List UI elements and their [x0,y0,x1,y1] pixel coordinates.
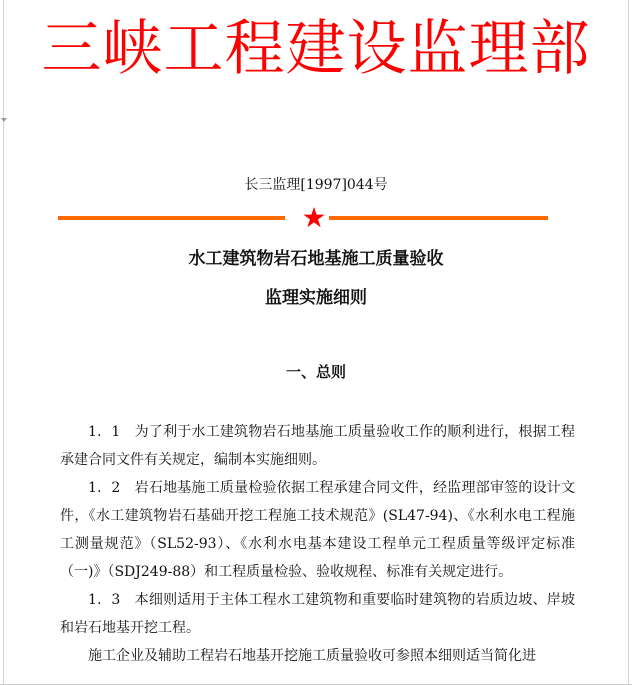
section-heading: 一、总则 [285,363,346,381]
document-body [60,418,575,670]
paragraph-1-3: 1．3 本细则适用于主体工程水工建筑物和重要临时建筑物的岩质边坡、岸坡和岩石地基开挖工程。 [60,592,575,636]
paragraph-supplementary: 施工企业及辅助工程岩石地基开挖施工质量验收可参照本细则适当简化进 [88,648,536,664]
header-divider [58,206,548,230]
divider-line-right [329,216,548,220]
document-number: 长三监理[1997]044号 [244,177,388,193]
left-page-border [3,0,4,685]
divider-line-left [58,216,285,220]
red-star-icon [302,206,326,230]
paragraph-1-2: 1．2 岩石地基施工质量检验依据工程承建合同文件，经监理部审签的设计文件，《水工建筑物岩石基础开挖工程施工技术规范》(SL47-94)、《水利水电工程施工测量规范》（SL52-93）、《水利水电基本建设工程单元工程质量等级评定标准（一)》（SDJ249-88）和工程质量检验、验收规程、标准有关规定进行。 [60,480,575,580]
document-title-line1: 水工建筑物岩石地基施工质量验收 [188,249,444,269]
document-title-line2: 监理实施细则 [265,288,367,308]
organization-header: 三峡工程建设监理部 [41,14,591,84]
right-page-border [628,0,629,685]
margin-marker-icon [1,118,7,122]
paragraph-1-1: 1．1 为了利于水工建筑物岩石地基施工质量验收工作的顺利进行，根据工程承建合同文件有关规定，编制本实施细则。 [60,424,575,468]
